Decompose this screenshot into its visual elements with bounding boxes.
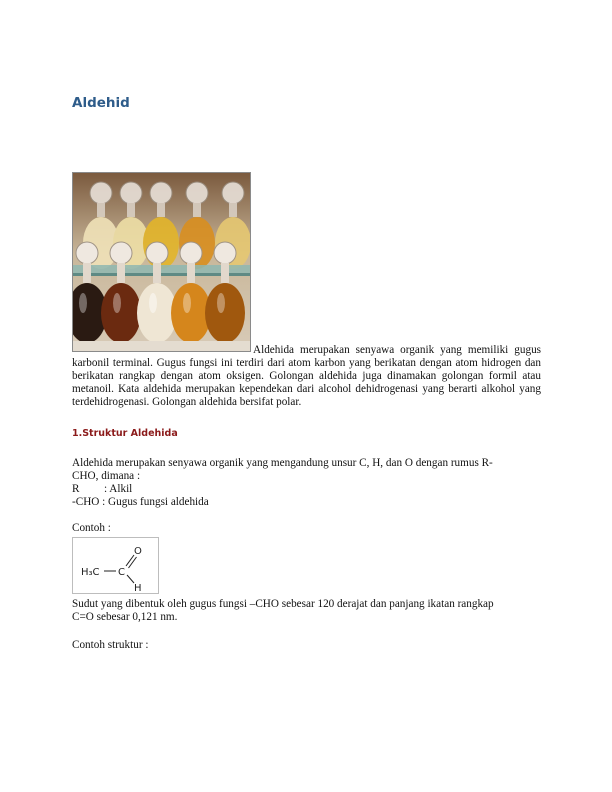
angle-line-2: C=O sebesar 0,121 nm. — [72, 611, 178, 623]
intro-rest: gugus karbonil terminal. Gugus fungsi ini terdiri dari atom karbon yang berikatan dengan atom hidrogen dan berikatan rangkap dengan atom oksigen. Golongan aldehida juga dinamakan golongan formil atau metanoil. Kata aldehida merupakan kependekan dari alcohol dehidrogenasi yang berarti alkohol yang terdehidrogenasi. Golongan aldehida bersifat polar. — [72, 344, 542, 408]
cho-line: -CHO : Gugus fungsi aldehida — [72, 496, 209, 508]
angle-line-1: Sudut yang dibentuk oleh gugus fungsi –CHO sebesar 120 derajat dan panjang ikatan rangkap — [72, 598, 494, 610]
definition-block — [72, 457, 542, 509]
oxygen-label: O — [134, 546, 142, 557]
bottles-image — [73, 173, 251, 352]
page-title: Aldehid — [72, 95, 130, 111]
definition-line-2: CHO, dimana : — [72, 470, 141, 482]
intro-first-line: Aldehida merupakan senyawa organik yang memiliki — [253, 344, 509, 356]
definition-line-1: Aldehida merupakan senyawa organik yang mengandung unsur C, H, dan O dengan rumus R- — [72, 457, 493, 469]
h3c-label: H₃C — [81, 567, 100, 578]
intro-paragraph — [72, 344, 541, 409]
example-label: Contoh : — [72, 522, 111, 534]
structure-example-label: Contoh struktur : — [72, 639, 149, 651]
acetaldehyde-structure — [72, 537, 159, 594]
carbon-label: C — [118, 567, 125, 578]
angle-paragraph — [72, 598, 542, 624]
section-heading: 1.Struktur Aldehida — [72, 428, 178, 439]
aldehyde-bottles-photo — [72, 172, 251, 352]
r-symbol: R — [72, 483, 80, 495]
hydrogen-label: H — [134, 583, 142, 593]
structure-diagram — [73, 538, 158, 593]
r-description: : Alkil — [104, 483, 133, 495]
